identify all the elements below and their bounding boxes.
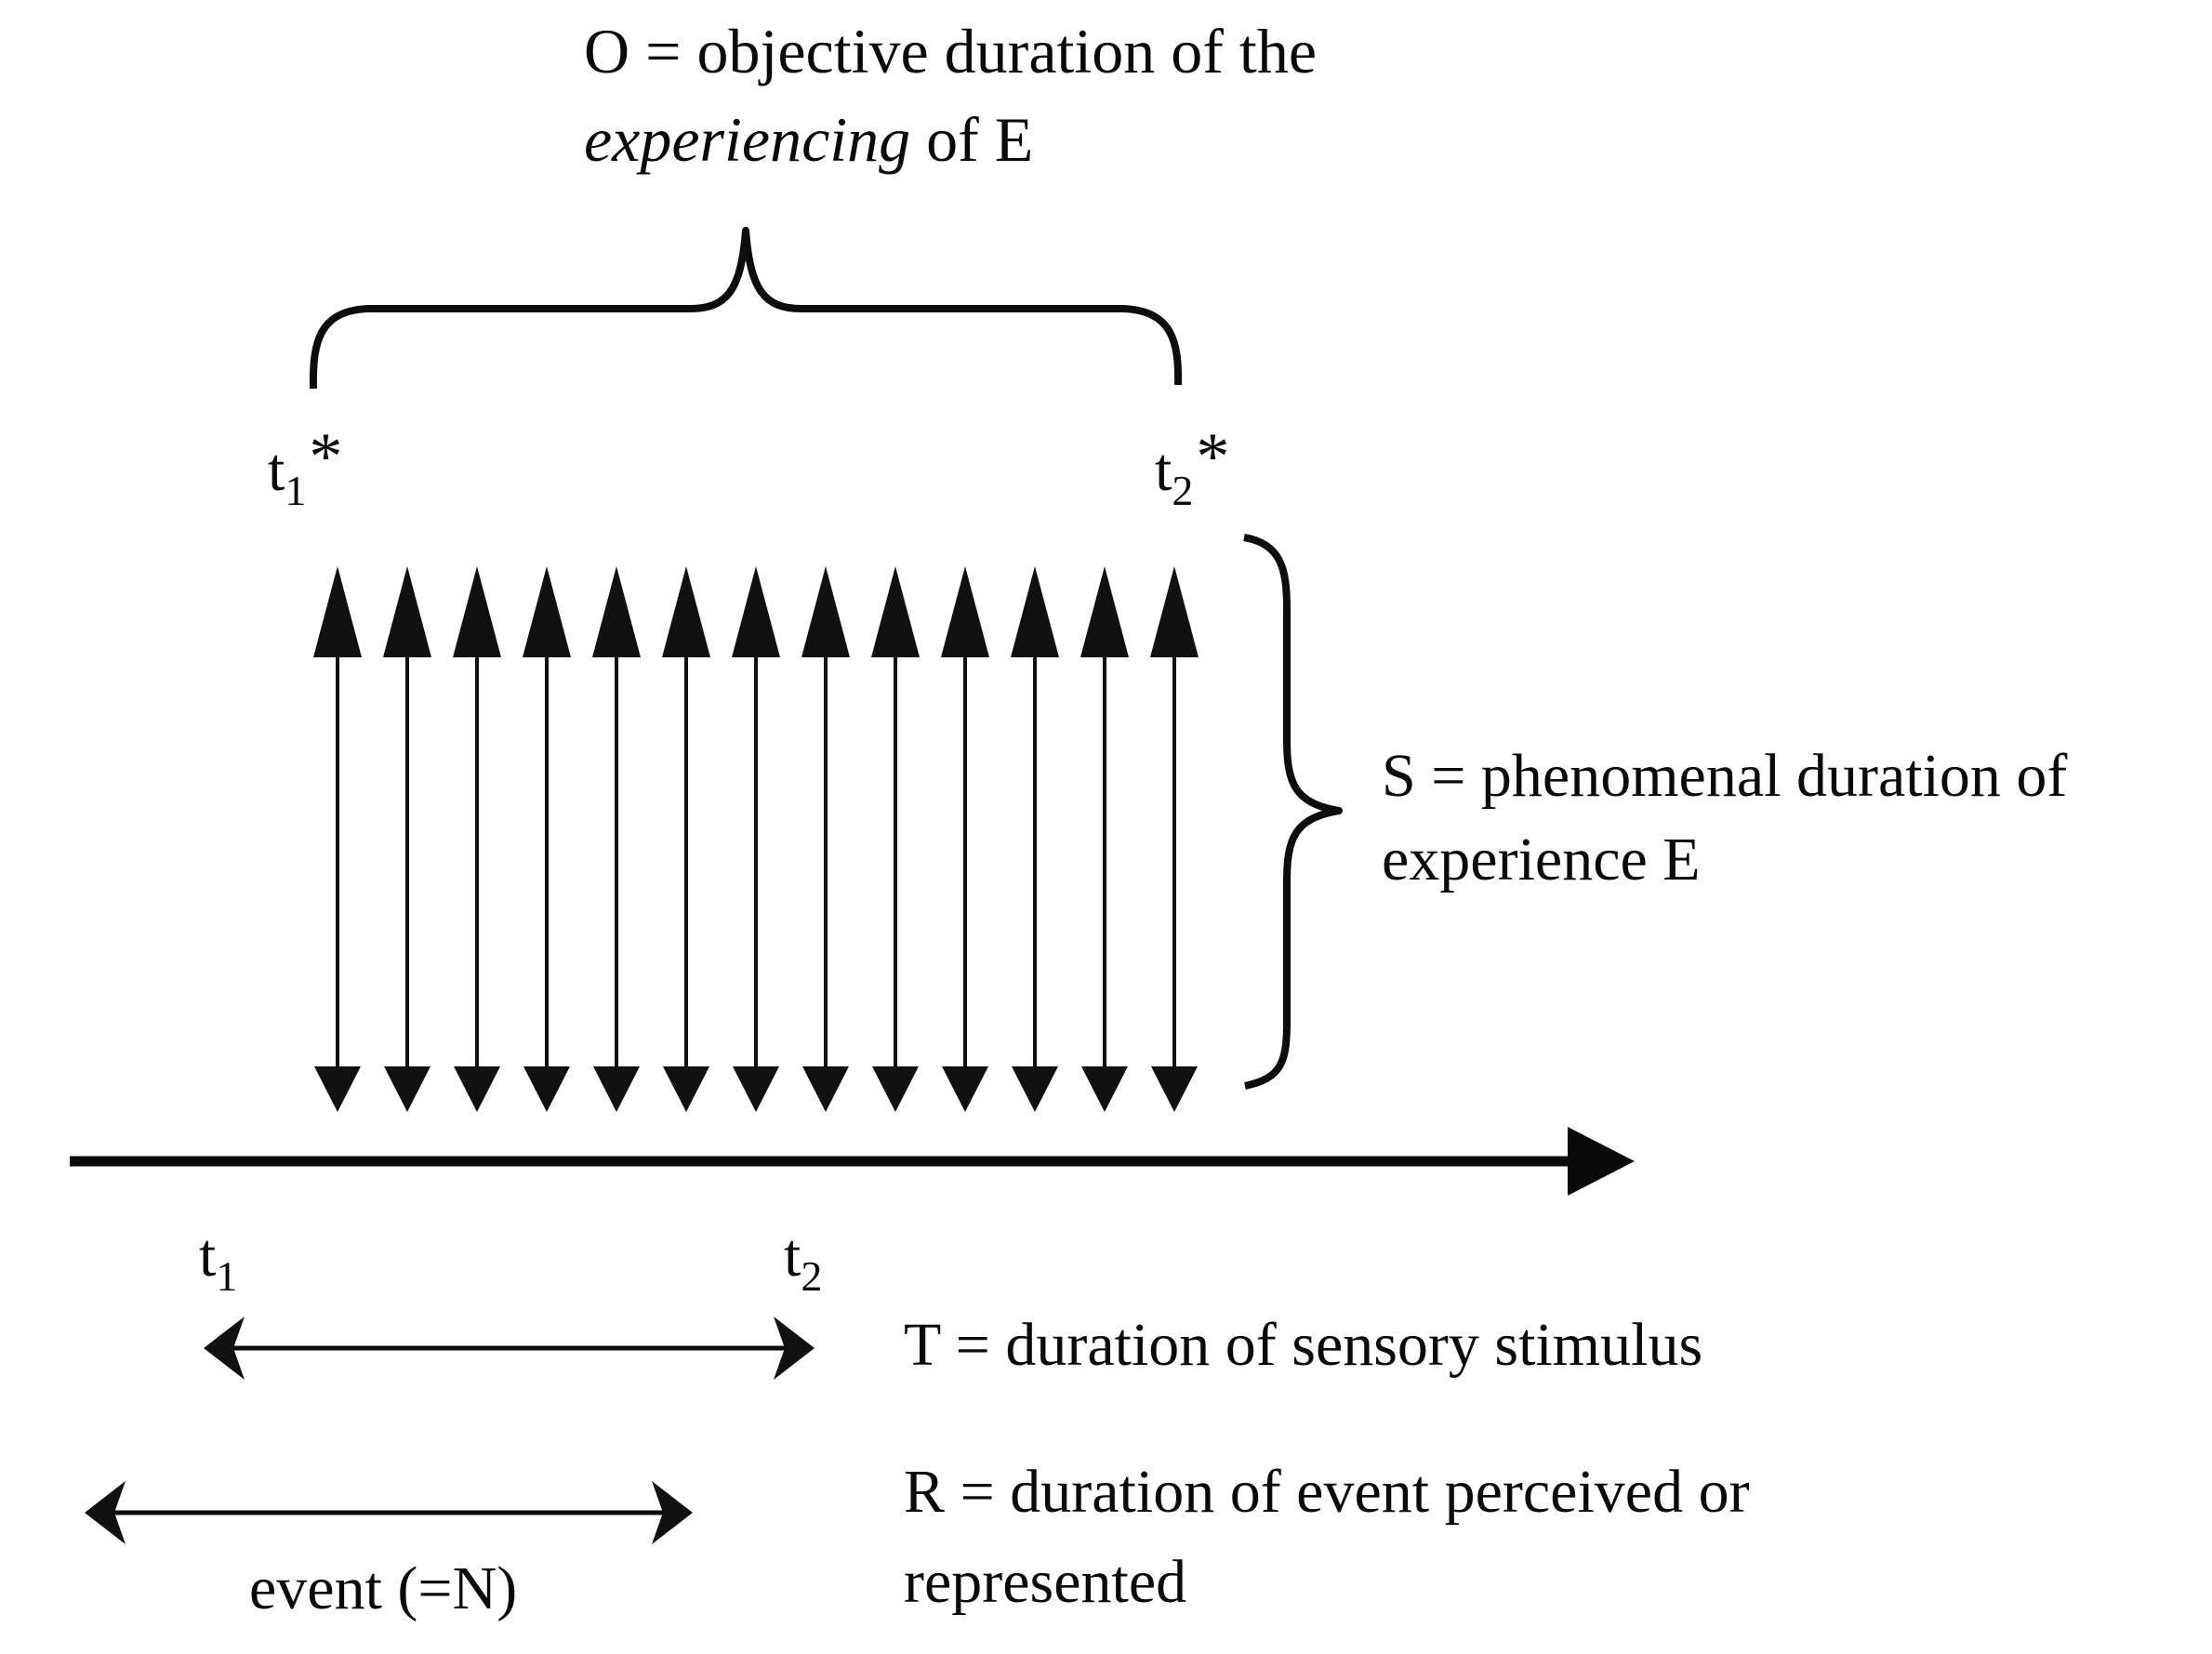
objective-duration-label (584, 7, 1317, 184)
objective-duration-line1: O = objective duration of the (584, 16, 1318, 86)
represented-duration-line1: R = duration of event perceived or (904, 1458, 1750, 1526)
sensory-stimulus-label: T = duration of sensory stimulus (904, 1311, 1703, 1379)
phenomenal-duration-line2: experience E (1382, 826, 1701, 893)
t2-star-label: $t_2*$ (1155, 419, 1230, 514)
asterisk: * (1196, 419, 1230, 494)
represented-duration-line2: represented (904, 1548, 1187, 1616)
t1-star-label: $t_1*$ (268, 419, 343, 514)
t2-label: $t_2$ (784, 1222, 823, 1300)
experiencing-word: experiencing (584, 104, 911, 175)
phenomenal-duration-label (1382, 734, 2067, 902)
stimulus-duration-arrow (204, 1317, 815, 1380)
timeline-axis-arrow (70, 1127, 1635, 1196)
phenomenal-duration-line1: S = phenomenal duration of (1382, 742, 2068, 810)
experience-arrows (313, 566, 1199, 1112)
event-duration-arrow (85, 1481, 693, 1544)
objective-duration-brace (313, 231, 1178, 389)
of-e-text: of E (910, 104, 1034, 175)
event-label: event (=N) (249, 1555, 518, 1622)
represented-duration-label (904, 1447, 1750, 1627)
asterisk: * (309, 419, 343, 494)
objective-duration-line2 (584, 96, 1317, 184)
t1-label: $t_1$ (199, 1222, 238, 1300)
phenomenal-duration-brace (1244, 537, 1339, 1086)
